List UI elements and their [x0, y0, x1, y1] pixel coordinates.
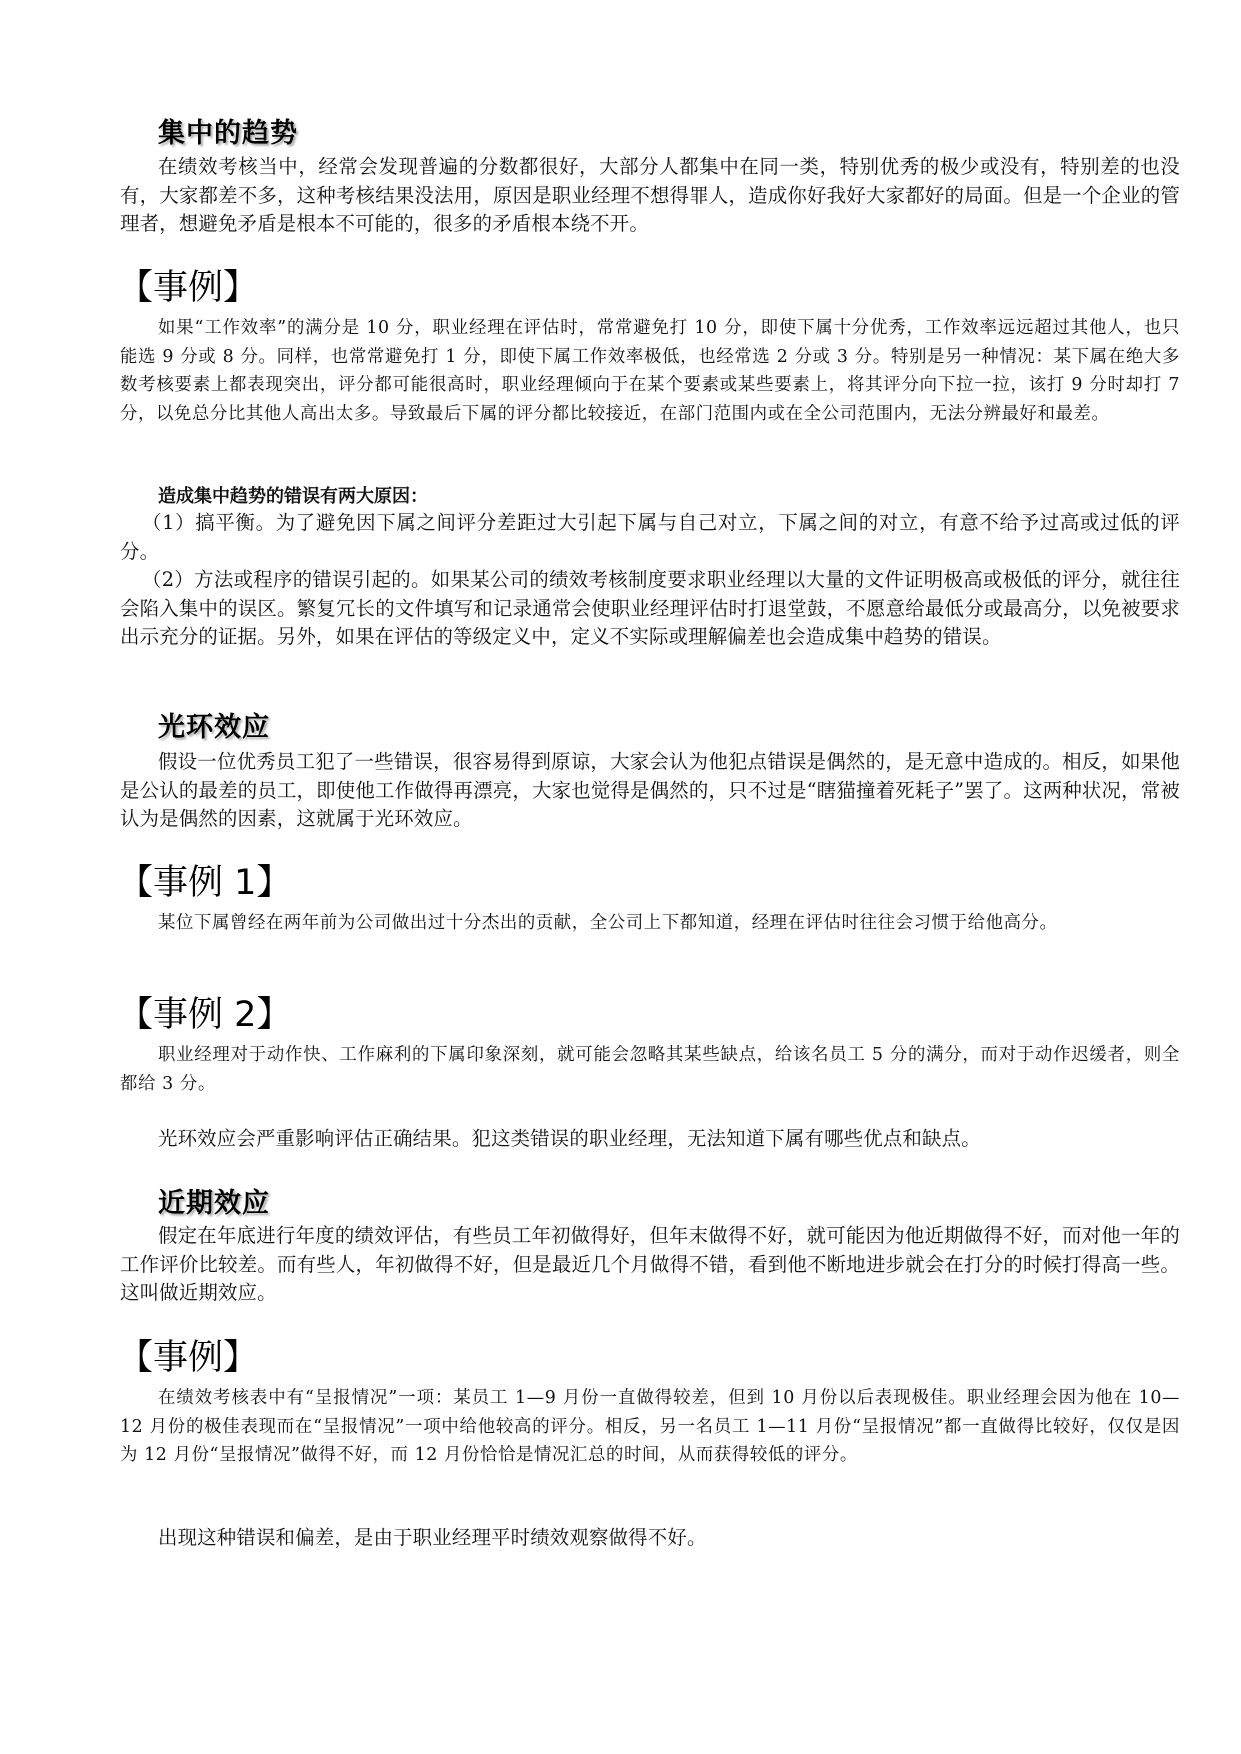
example-block	[120, 909, 1180, 938]
halo-note	[120, 1125, 1180, 1154]
recency-note	[120, 1524, 1180, 1553]
reason-item: （1）搞平衡。为了避免因下属之间评分差距过大引起下属与自己对立，下属之间的对立，有意不给予过高或过低的评分。	[120, 511, 1180, 563]
paragraph: 假设一位优秀员工犯了一些错误，很容易得到原谅，大家会认为他犯点错误是偶然的，是无意中造成的。相反，如果他是公认的最差的员工，即使他工作做得再漂亮，大家也觉得是偶然的，只不过是“瞎猫撞着死耗子”罢了。这两种状况，常被认为是偶然的因素，这就属于光环效应。	[120, 750, 1180, 831]
paragraph: 职业经理对于动作快、工作麻利的下属印象深刻，就可能会忽略其某些缺点，给该名员工 5 分的满分，而对于动作迟缓者，则全都给 3 分。	[120, 1045, 1180, 1094]
reasons-heading: 造成集中趋势的错误有两大原因：	[158, 486, 428, 507]
heading-central-tendency: 集中的趋势	[158, 118, 298, 149]
section-halo-effect	[120, 748, 1180, 834]
example-heading: 【事例】	[118, 1338, 259, 1378]
reasons-block	[120, 509, 1180, 652]
example-heading: 【事例】	[118, 268, 259, 308]
reason-item: （2）方法或程序的错误引起的。如果某公司的绩效考核制度要求职业经理以大量的文件证明极高或极低的评分，就往往会陷入集中的误区。繁复冗长的文件填写和记录通常会使职业经理评估时打退堂鼓，不愿意给最低分或最高分，以免被要求出示充分的证据。另外，如果在评估的等级定义中，定义不实际或理解偏差也会造成集中趋势的错误。	[120, 568, 1180, 649]
paragraph: 假定在年底进行年度的绩效评估，有些员工年初做得好，但年末做得不好，就可能因为他近期做得不好，而对他一年的工作评价比较差。而有些人，年初做得不好，但是最近几个月做得不错，看到他不断地进步就会在打分的时候打得高一些。这叫做近期效应。	[120, 1224, 1180, 1305]
paragraph: 如果“工作效率”的满分是 10 分，职业经理在评估时，常常避免打 10 分，即使下属十分优秀，工作效率远远超过其他人，也只能选 9 分或 8 分。同样，也常常避免打 1 分，即使下属工作效率极低，也经常选 2 分或 3 分。特别是另一种情况：某下属在绝大多数考核要素上都表现突出，评分都可能很高时，职业经理倾向于在某个要素或某些要素上，将其评分向下拉一拉，该打 9 分时却打 7 分，以免总分比其他人高出太多。导致最后下属的评分都比较接近，在部门范围内或在全公司范围内，无法分辨最好和最差。	[120, 318, 1180, 424]
example-block	[120, 314, 1180, 428]
example-heading: 【事例 1】	[118, 863, 292, 903]
section-recency-effect	[120, 1222, 1180, 1308]
heading-halo-effect: 光环效应	[158, 712, 270, 743]
example-block	[120, 1384, 1180, 1470]
paragraph: 光环效应会严重影响评估正确结果。犯这类错误的职业经理，无法知道下属有哪些优点和缺点。	[158, 1127, 981, 1150]
paragraph: 在绩效考核当中，经常会发现普遍的分数都很好，大部分人都集中在同一类，特别优秀的极少或没有，特别差的也没有，大家都差不多，这种考核结果没法用，原因是职业经理不想得罪人，造成你好我好大家都好的局面。但是一个企业的管理者，想避免矛盾是根本不可能的，很多的矛盾根本绕不开。	[120, 155, 1180, 236]
paragraph: 出现这种错误和偏差，是由于职业经理平时绩效观察做得不好。	[158, 1526, 707, 1549]
example-block	[120, 1041, 1180, 1098]
heading-recency-effect: 近期效应	[158, 1188, 270, 1219]
paragraph: 在绩效考核表中有“呈报情况”一项：某员工 1—9 月份一直做得较差，但到 10 月份以后表现极佳。职业经理会因为他在 10—12 月份的极佳表现而在“呈报情况”一项中给他较高的评分。相反，另一名员工 1—11 月份“呈报情况”都一直做得比较好，仅仅是因为 12 月份“呈报情况”做得不好，而 12 月份恰恰是情况汇总的时间，从而获得较低的评分。	[120, 1388, 1180, 1466]
section-central-tendency	[120, 153, 1180, 239]
paragraph: 某位下属曾经在两年前为公司做出过十分杰出的贡献，全公司上下都知道，经理在评估时往往会习惯于给他高分。	[158, 913, 1058, 933]
example-heading: 【事例 2】	[118, 995, 292, 1035]
